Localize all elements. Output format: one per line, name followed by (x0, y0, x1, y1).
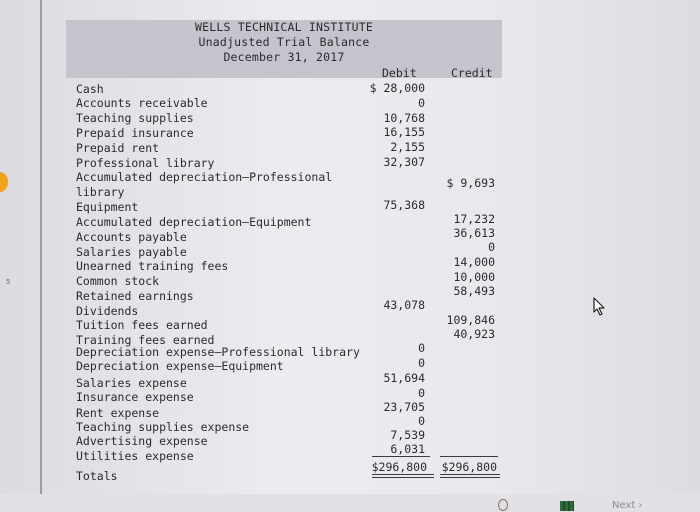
account-accum-dep-library-line2: library (76, 185, 125, 199)
company-name: WELLS TECHNICAL INSTITUTE (194, 20, 374, 34)
debit-dep-exp-equipment: 0 (418, 356, 425, 370)
account-dep-exp-equipment: Depreciation expense—Equipment (76, 359, 284, 373)
edge-mark: 5 (6, 278, 11, 286)
account-accounts-receivable: Accounts receivable (76, 96, 208, 110)
account-accounts-payable: Accounts payable (76, 230, 187, 244)
debit-column-header: Debit (382, 66, 417, 80)
credit-retained-earnings: 58,493 (453, 284, 495, 298)
account-teaching-supplies-expense: Teaching supplies expense (76, 420, 250, 434)
account-common-stock: Common stock (76, 274, 160, 288)
bottom-toolbar (0, 494, 700, 512)
account-equipment: Equipment (76, 200, 139, 214)
debit-insurance-expense: 0 (418, 386, 425, 400)
mouse-pointer-icon (588, 296, 608, 318)
debit-dividends: 43,078 (383, 298, 425, 312)
next-button-label: Next (612, 500, 636, 511)
credit-salaries-payable: 0 (488, 240, 495, 254)
debit-teaching-supplies-expense: 0 (418, 414, 425, 428)
account-advertising-expense: Advertising expense (76, 434, 208, 448)
account-accum-dep-library-line1: Accumulated depreciation—Professional (76, 170, 333, 184)
debit-rent-expense: 23,705 (383, 400, 425, 414)
account-training-fees-earned: Training fees earned (76, 333, 215, 347)
debit-sum-line (372, 456, 430, 457)
credit-common-stock: 10,000 (453, 270, 495, 284)
row-totals-label: Totals (76, 469, 118, 483)
credit-unearned-training-fees: 14,000 (453, 255, 495, 269)
credit-tuition-fees-earned: 109,846 (446, 313, 495, 327)
account-tuition-fees-earned: Tuition fees earned (76, 318, 208, 332)
account-prepaid-rent: Prepaid rent (76, 141, 160, 155)
statement-name: Unadjusted Trial Balance (198, 35, 370, 49)
debit-dep-exp-library: 0 (418, 341, 425, 355)
account-professional-library: Professional library (76, 156, 215, 170)
account-teaching-supplies: Teaching supplies (76, 111, 194, 125)
credit-accum-dep-equipment: 17,232 (453, 212, 495, 226)
credit-accounts-payable: 36,613 (453, 226, 495, 240)
credit-total: $296,800 (441, 460, 497, 474)
debit-professional-library: 32,307 (383, 155, 425, 169)
account-retained-earnings: Retained earnings (76, 289, 194, 303)
statement-date: December 31, 2017 (223, 50, 345, 64)
credit-training-fees-earned: 40,923 (453, 327, 495, 341)
credit-accum-dep-library: $ 9,693 (446, 176, 495, 190)
debit-double-underline (372, 474, 434, 478)
account-rent-expense: Rent expense (76, 406, 160, 420)
statement-title (150, 20, 418, 65)
account-salaries-expense: Salaries expense (76, 376, 187, 390)
debit-advertising-expense: 7,539 (390, 428, 425, 442)
account-salaries-payable: Salaries payable (76, 245, 187, 259)
debit-prepaid-insurance: 16,155 (383, 125, 425, 139)
ring-icon[interactable] (498, 499, 508, 511)
account-cash: Cash (76, 82, 104, 96)
account-accum-dep-equipment: Accumulated depreciation—Equipment (76, 215, 312, 229)
credit-sum-line (440, 456, 498, 457)
debit-utilities-expense: 6,031 (390, 442, 425, 456)
left-margin-rule (40, 0, 42, 496)
debit-accounts-receivable: 0 (418, 96, 425, 110)
account-prepaid-insurance: Prepaid insurance (76, 126, 194, 140)
debit-prepaid-rent: 2,155 (390, 140, 425, 154)
debit-teaching-supplies: 10,768 (383, 111, 425, 125)
account-insurance-expense: Insurance expense (76, 390, 194, 404)
debit-total: $296,800 (371, 460, 427, 474)
debit-salaries-expense: 51,694 (383, 371, 425, 385)
credit-column-header: Credit (451, 66, 493, 80)
debit-equipment: 75,368 (383, 198, 425, 212)
credit-double-underline (440, 474, 500, 478)
account-utilities-expense: Utilities expense (76, 449, 194, 463)
account-unearned-training-fees: Unearned training fees (76, 259, 229, 273)
next-button[interactable]: Next › (612, 500, 643, 511)
grid-icon[interactable] (560, 501, 574, 511)
debit-cash: $ 28,000 (369, 81, 425, 95)
account-dep-exp-library: Depreciation expense—Professional library (76, 345, 360, 359)
account-dividends: Dividends (76, 304, 139, 318)
